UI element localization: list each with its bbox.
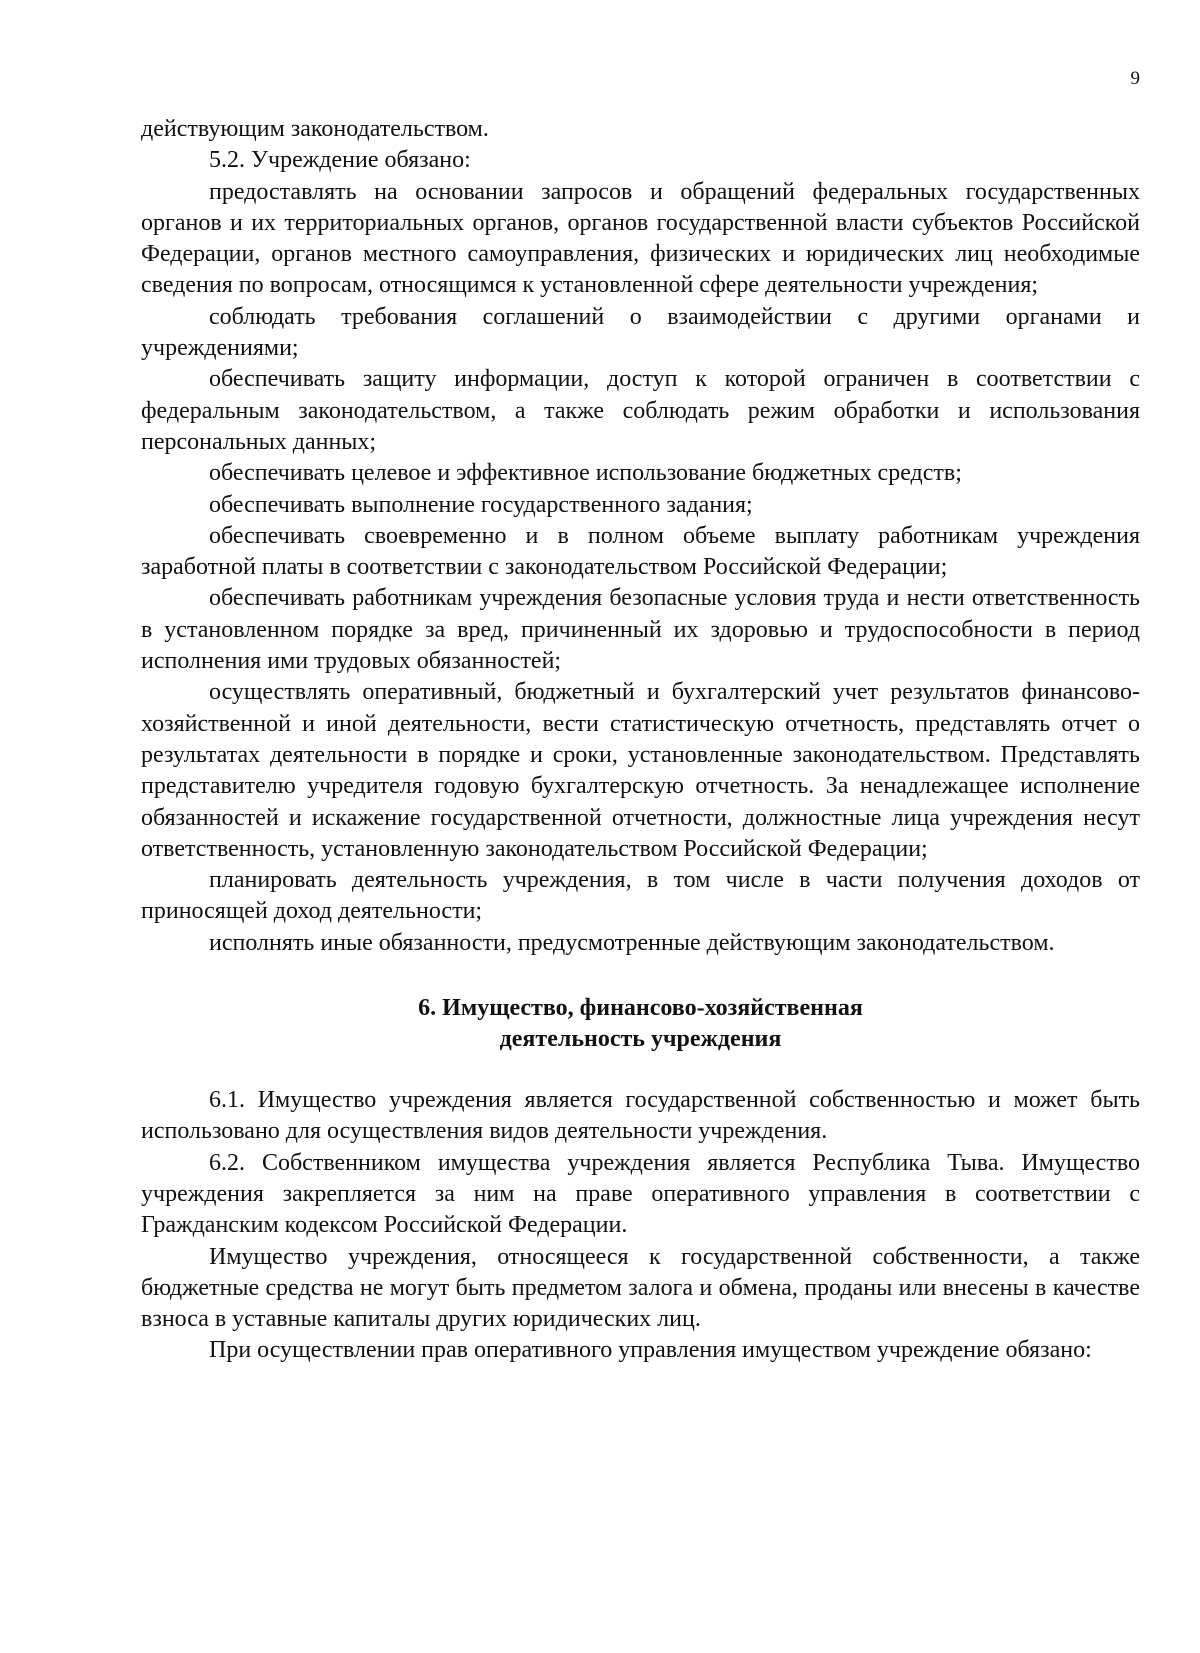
page-number: 9: [1130, 68, 1140, 89]
section-heading-line-2: деятельность учреждения: [499, 1026, 782, 1053]
paragraph-cont: действующим законодательством.: [141, 116, 489, 142]
paragraph-d8: осуществлять оперативный, бюджетный и бухгалтерский учет результатов финансово-хозяйственной и иной деятельности, вести статистическую отчетность, представлять отчет о результатах деятельности в порядке и сроки, установленные законодательством. Представлять представителю учредителя годовую бухгалтерскую отчетность. За ненадлежащее исполнение обязанностей и искажение государственной отчетности, должностные лица учреждения несут ответственность, установленную законодательством Российской Федерации;: [141, 679, 1140, 862]
paragraph-d2: соблюдать требования соглашений о взаимодействии с другими органами и учреждениями;: [141, 303, 1140, 362]
section-6-property: [141, 1085, 1140, 1367]
section-5-obligations: [141, 114, 1140, 959]
paragraph-p6-1: 6.1. Имущество учреждения является государственной собственностью и может быть использовано для осуществления видов деятельности учреждения.: [141, 1087, 1140, 1145]
paragraph-p6-2: 6.2. Собственником имущества учреждения является Республика Тыва. Имущество учреждения закрепляется за ним на праве оперативного управления в соответствии с Гражданским кодексом Российской Федерации.: [141, 1149, 1140, 1239]
paragraph-p6-2c: При осуществлении прав оперативного управления имуществом учреждение обязано:: [209, 1337, 1092, 1364]
paragraph-d5: обеспечивать выполнение государственного задания;: [209, 491, 753, 518]
paragraph-d3: обеспечивать защиту информации, доступ к которой ограничен в соответствии с федеральным законодательством, а также соблюдать режим обработки и использования персональных данных;: [141, 366, 1140, 455]
paragraph-p6-2b: Имущество учреждения, относящееся к государственной собственности, а также бюджетные средства не могут быть предметом залога и обмена, проданы или внесены в качестве взноса в уставные капиталы других юридических лиц.: [141, 1243, 1140, 1333]
paragraph-d10: исполнять иные обязанности, предусмотренные действующим законодательством.: [209, 929, 1055, 956]
section-heading: [141, 993, 1140, 1055]
paragraph-d9: планировать деятельность учреждения, в том числе в части получения доходов от приносящей доход деятельности;: [141, 867, 1140, 925]
section-heading-line-1: 6. Имущество, финансово-хозяйственная: [418, 995, 863, 1022]
paragraph-d7: обеспечивать работникам учреждения безопасные условия труда и нести ответственность в установленном порядке за вред, причиненный их здоровью и трудоспособности в период исполнения ими трудовых обязанностей;: [141, 585, 1140, 675]
paragraph-d1: предоставлять на основании запросов и обращений федеральных государственных органов и их территориальных органов, органов государственной власти субъектов Российской Федерации, органов местного самоуправления, физических и юридических лиц необходимые сведения по вопросам, относящимся к установленной сфере деятельности учреждения;: [141, 178, 1140, 299]
document-body: [141, 114, 1140, 1367]
paragraph-p5-2: 5.2. Учреждение обязано:: [209, 147, 471, 174]
paragraph-d6: обеспечивать своевременно и в полном объеме выплату работникам учреждения заработной платы в соответствии с законодательством Российской Федерации;: [141, 522, 1140, 581]
paragraph-d4: обеспечивать целевое и эффективное использование бюджетных средств;: [209, 460, 962, 487]
